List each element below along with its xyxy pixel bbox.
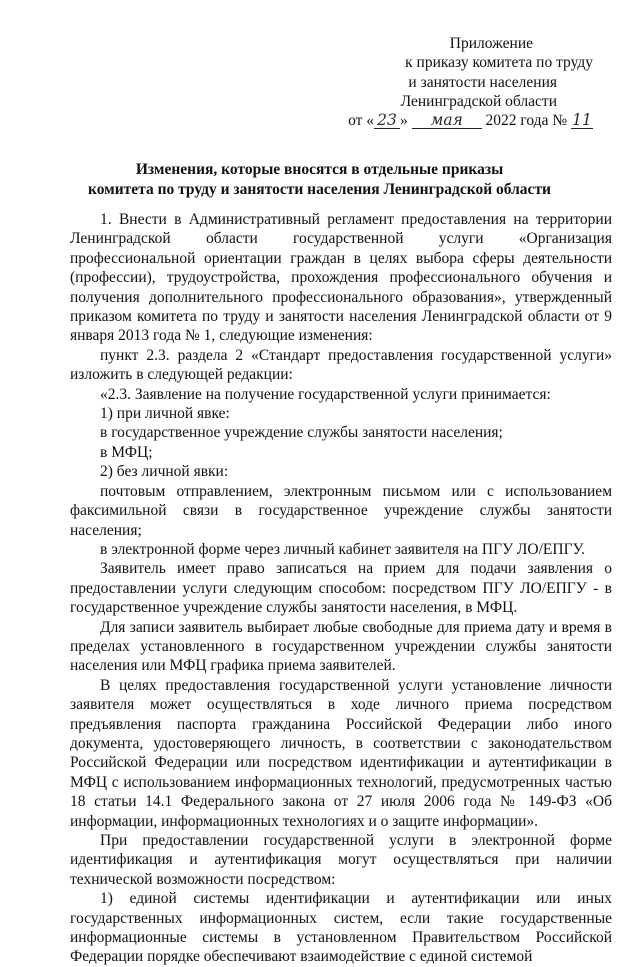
paragraph-1: 1. Внести в Административный регламент предоставления на территории Ленинградской области государственной услуги «Организация профессиональной ориентации граждан в целях выбора сферы деятельности (профессии), трудоустройства, прохождения профессионального обучения и получения дополнительного профессионального образования», утвержденный приказом комитета по труду и занятости населения Ленинградской области от 9 января 2013 года № 1, следующие изменения: — [70, 211, 612, 345]
appendix-line-4: Ленинградской области — [400, 92, 557, 110]
paragraph-5: в государственное учреждение службы занятости населения; — [100, 424, 503, 442]
paragraph-2: пункт 2.3. раздела 2 «Стандарт предоставления государственной услуги» изложить в следующей редакции: — [70, 346, 612, 384]
date-mid: » — [400, 112, 408, 130]
paragraph-11: Для записи заявитель выбирает любые свободные для приема дату и время в пределах установленного в государственном учреждении службы занятости населения или МФЦ графика приема заявителей. — [70, 618, 612, 675]
paragraph-7: 2) без личной явки: — [100, 463, 229, 481]
paragraph-14: 1) единой системы идентификации и аутентификации или иных государственных информационных систем, если такие государственные информационные системы в установленном Правительством Российской Федерации порядке обеспечивают взаимодействие с единой системой — [70, 890, 612, 966]
date-prefix: от « — [348, 112, 375, 130]
appendix-line-2: к приказу комитета по труду — [405, 54, 593, 72]
paragraph-9: в электронной форме через личный кабинет заявителя на ПГУ ЛО/ЕПГУ. — [100, 540, 585, 558]
handwritten-month: мая — [412, 113, 482, 129]
handwritten-day: 23 — [374, 113, 400, 129]
appendix-header — [343, 34, 593, 130]
appendix-line-3: и занятости населения — [408, 73, 557, 91]
paragraph-13: При предоставлении государственной услуги в электронной форме идентификация и аутентификация могут осуществляться при наличии технической возможности посредством: — [70, 832, 612, 888]
handwritten-number: 11 — [572, 111, 592, 130]
appendix-line-1: Приложение — [449, 35, 533, 52]
title-line-2: комитета по труду и занятости населения Ленинградской области — [87, 180, 551, 198]
document-title — [40, 160, 599, 199]
paragraph-12: В целях предоставления государственной услуги установление личности заявителя может осуществляться в ходе личного приема посредством предъявления паспорта гражданина Российской Федерации либо иного документа, удостоверяющего личность, в соответствии с законодательством Российской Федерации или посредством идентификации и аутентификации в МФЦ с использованием информационных технологий, предусмотренных частью 18 статьи 14.1 Федерального закона от 27 июля 2006 года № 149-ФЗ «Об информации, информационных технологиях и о защите информации». — [70, 676, 612, 830]
paragraph-4: 1) при личной явке: — [100, 405, 230, 423]
paragraph-6: в МФЦ; — [100, 443, 153, 461]
date-year: 2022 года № — [485, 112, 568, 130]
paragraph-8: почтовым отправлением, электронным письмом или с использованием факсимильной связи в государственное учреждение службы занятости населения; — [70, 482, 612, 539]
paragraph-10: Заявитель имеет право записаться на прием для подачи заявления о предоставлении услуги следующим способом: посредством ПГУ ЛО/ЕПГУ - в государственное учреждение службы занятости населения, в МФЦ. — [70, 560, 612, 617]
paragraph-3: «2.3. Заявление на получение государственной услуги принимается: — [100, 385, 551, 403]
appendix-date-line — [343, 111, 593, 130]
document-body — [70, 210, 612, 967]
title-line-1: Изменения, которые вносятся в отдельные приказы — [135, 161, 504, 178]
